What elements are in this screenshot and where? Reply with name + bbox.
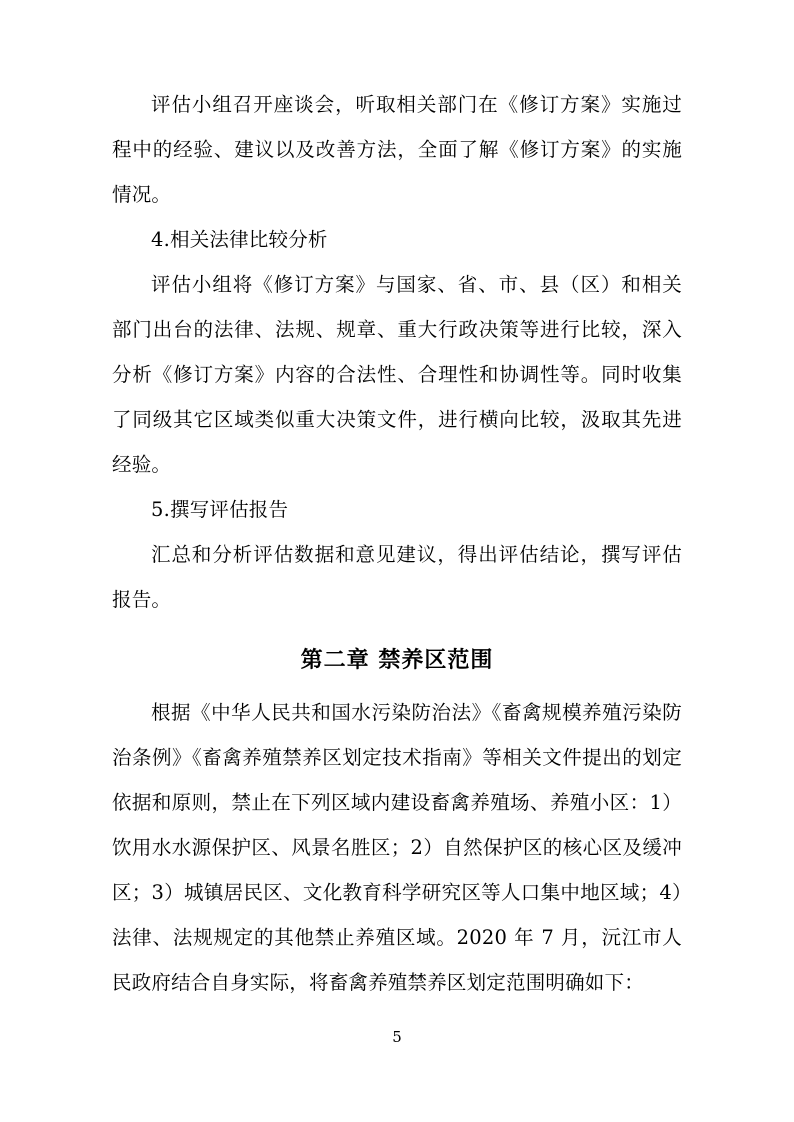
document-body	[112, 82, 682, 1005]
paragraph-report-writing: 汇总和分析评估数据和意见建议，得出评估结论，撰写评估报告。	[112, 543, 682, 611]
paragraph-prohibited-zone-scope: 根据《中华人民共和国水污染防治法》《畜禽规模养殖污染防治条例》《畜禽养殖禁养区划定技术指南》等相关文件提出的划定依据和原则，禁止在下列区域内建设畜禽养殖场、养殖小区：1）饮用水水源保护区、风景名胜区；2）自然保护区的核心区及缓冲区；3）城镇居民区、文化教育科学研究区等人口集中地区域；4）法律、法规规定的其他禁止养殖区域。2020 年 7 月，沅江市人民政府结合自身实际，将畜禽养殖禁养区划定范围明确如下：	[112, 701, 682, 994]
paragraph-symposium: 评估小组召开座谈会，听取相关部门在《修订方案》实施过程中的经验、建议以及改善方法，全面了解《修订方案》的实施情况。	[112, 93, 682, 206]
page-number: 5	[392, 1028, 402, 1046]
list-heading-4: 4.相关法律比较分析	[151, 228, 328, 251]
list-heading-5: 5.撰写评估报告	[151, 498, 289, 521]
chapter-title-two: 第二章 禁养区范围	[300, 647, 494, 673]
paragraph-legal-comparison: 评估小组将《修订方案》与国家、省、市、县（区）和相关部门出台的法律、法规、规章、重大行政决策等进行比较，深入分析《修订方案》内容的合法性、合理性和协调性等。同时收集了同级其它区域类似重大决策文件，进行横向比较，汲取其先进经验。	[112, 273, 682, 476]
